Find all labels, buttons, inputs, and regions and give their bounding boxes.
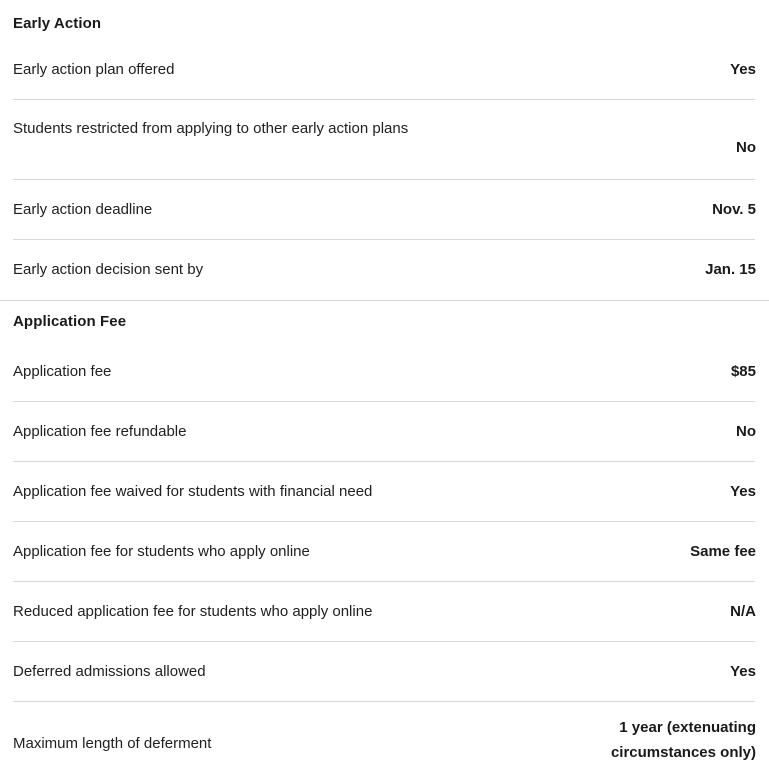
- section-header-early-action: Early Action: [13, 15, 102, 32]
- table-row: [0, 240, 769, 300]
- section-application-fee: [0, 301, 769, 778]
- row-value: No: [736, 139, 756, 156]
- row-label: Early action plan offered: [13, 61, 175, 78]
- rows-application-fee: [0, 342, 769, 778]
- table-row: [0, 180, 769, 240]
- row-label: Early action decision sent by: [13, 261, 204, 278]
- table-row: [0, 402, 769, 462]
- row-label: Application fee refundable: [13, 423, 187, 440]
- table-row: [0, 702, 769, 778]
- row-value: $85: [730, 363, 756, 380]
- row-value: N/A: [730, 603, 756, 620]
- rows-early-action: [0, 40, 769, 300]
- row-value: 1 year (extenuating circumstances only): [610, 719, 756, 761]
- row-value: Nov. 5: [712, 201, 756, 218]
- table-row: [0, 462, 769, 522]
- row-value: Yes: [730, 663, 756, 680]
- row-label: Application fee: [13, 363, 112, 380]
- row-value: Yes: [730, 483, 756, 500]
- row-value: Yes: [730, 61, 756, 78]
- row-label: Deferred admissions allowed: [13, 663, 206, 680]
- row-label: Application fee waived for students with financial need: [13, 483, 373, 500]
- table-row: [0, 100, 769, 180]
- row-label: Maximum length of deferment: [13, 735, 212, 752]
- row-value: No: [736, 423, 756, 440]
- row-label: Reduced application fee for students who apply online: [13, 603, 373, 620]
- row-label: Application fee for students who apply online: [13, 543, 310, 560]
- section-header-application-fee: Application Fee: [13, 313, 127, 330]
- table-row: [0, 342, 769, 402]
- table-row: [0, 40, 769, 100]
- table-row: [0, 582, 769, 642]
- row-value: Jan. 15: [705, 261, 756, 278]
- row-label: Students restricted from applying to other early action plans: [13, 120, 409, 137]
- section-early-action: [0, 0, 769, 300]
- table-row: [0, 522, 769, 582]
- row-value: Same fee: [690, 543, 756, 560]
- table-row: [0, 642, 769, 702]
- row-label: Early action deadline: [13, 201, 153, 218]
